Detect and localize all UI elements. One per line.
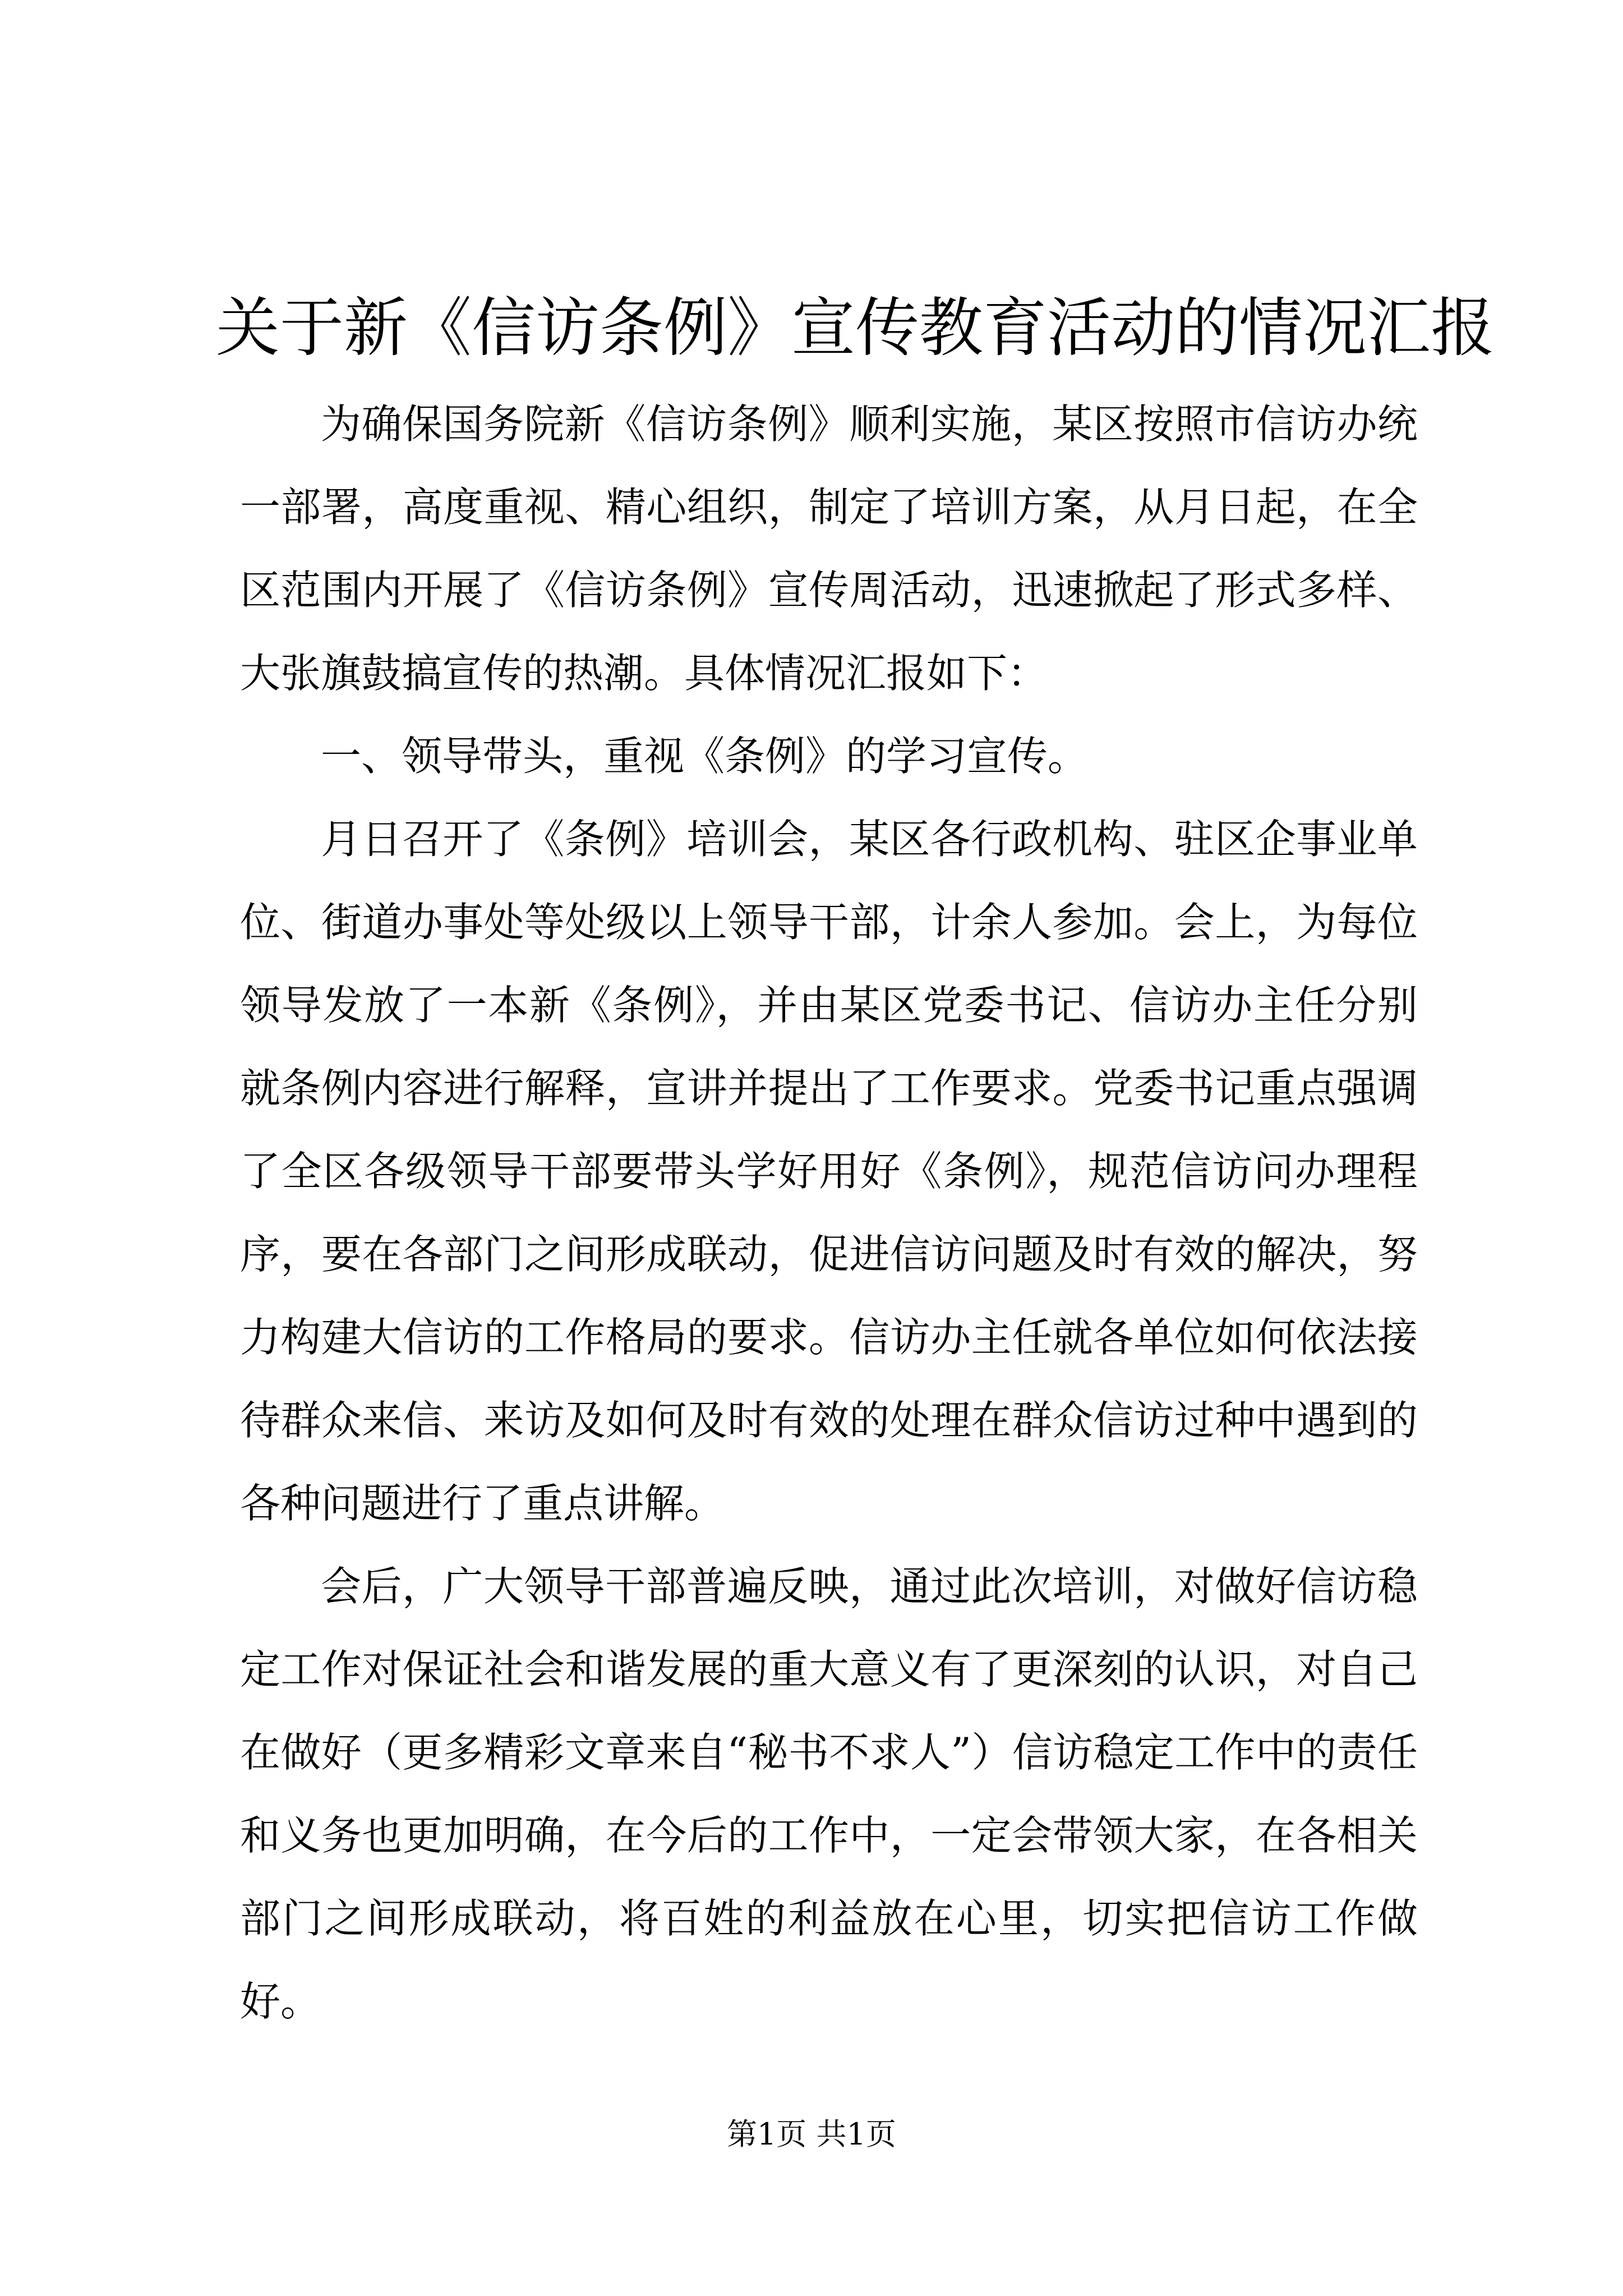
paragraph-section-heading: 一、领导带头，重视《条例》的学习宣传。 xyxy=(321,733,1089,780)
document-body xyxy=(240,383,1418,2043)
document-title: 关于新《信访条例》宣传教育活动的情况汇报 xyxy=(216,291,1495,365)
paragraph-intro: 为确保国务院新《信访条例》顺利实施，某区按照市信访办统一部署，高度重视、精心组织，制定了培训方案，从月日起，在全区范围内开展了《信访条例》宣传周活动，迅速掀起了形式多样、大张旗鼓搞宣传的热潮。具体情况汇报如下： xyxy=(240,401,1418,697)
paragraph-feedback: 会后，广大领导干部普遍反映，通过此次培训，对做好信访稳定工作对保证社会和谐发展的重大意义有了更深刻的认识，对自己在做好（更多精彩文章来自“秘书不求人”）信访稳定工作中的责任和义务也更加明确，在今后的工作中，一定会带领大家，在各相关部门之间形成联动，将百姓的利益放在心里，切实把信访工作做好。 xyxy=(240,1563,1418,2025)
paragraph-training-meeting: 月日召开了《条例》培训会，某区各行政机构、驻区企事业单位、街道办事处等处级以上领导干部，计余人参加。会上，为每位领导发放了一本新《条例》，并由某区党委书记、信访办主任分别就条例内容进行解释，宣讲并提出了工作要求。党委书记重点强调了全区各级领导干部要带头学好用好《条例》，规范信访问办理程序，要在各部门之间形成联动，促进信访问题及时有效的解决，努力构建大信访的工作格局的要求。信访办主任就各单位如何依法接待群众来信、来访及如何及时有效的处理在群众信访过种中遇到的各种问题进行了重点讲解。 xyxy=(240,816,1418,1527)
page-number-footer: 第1页 共1页 xyxy=(727,2116,896,2152)
